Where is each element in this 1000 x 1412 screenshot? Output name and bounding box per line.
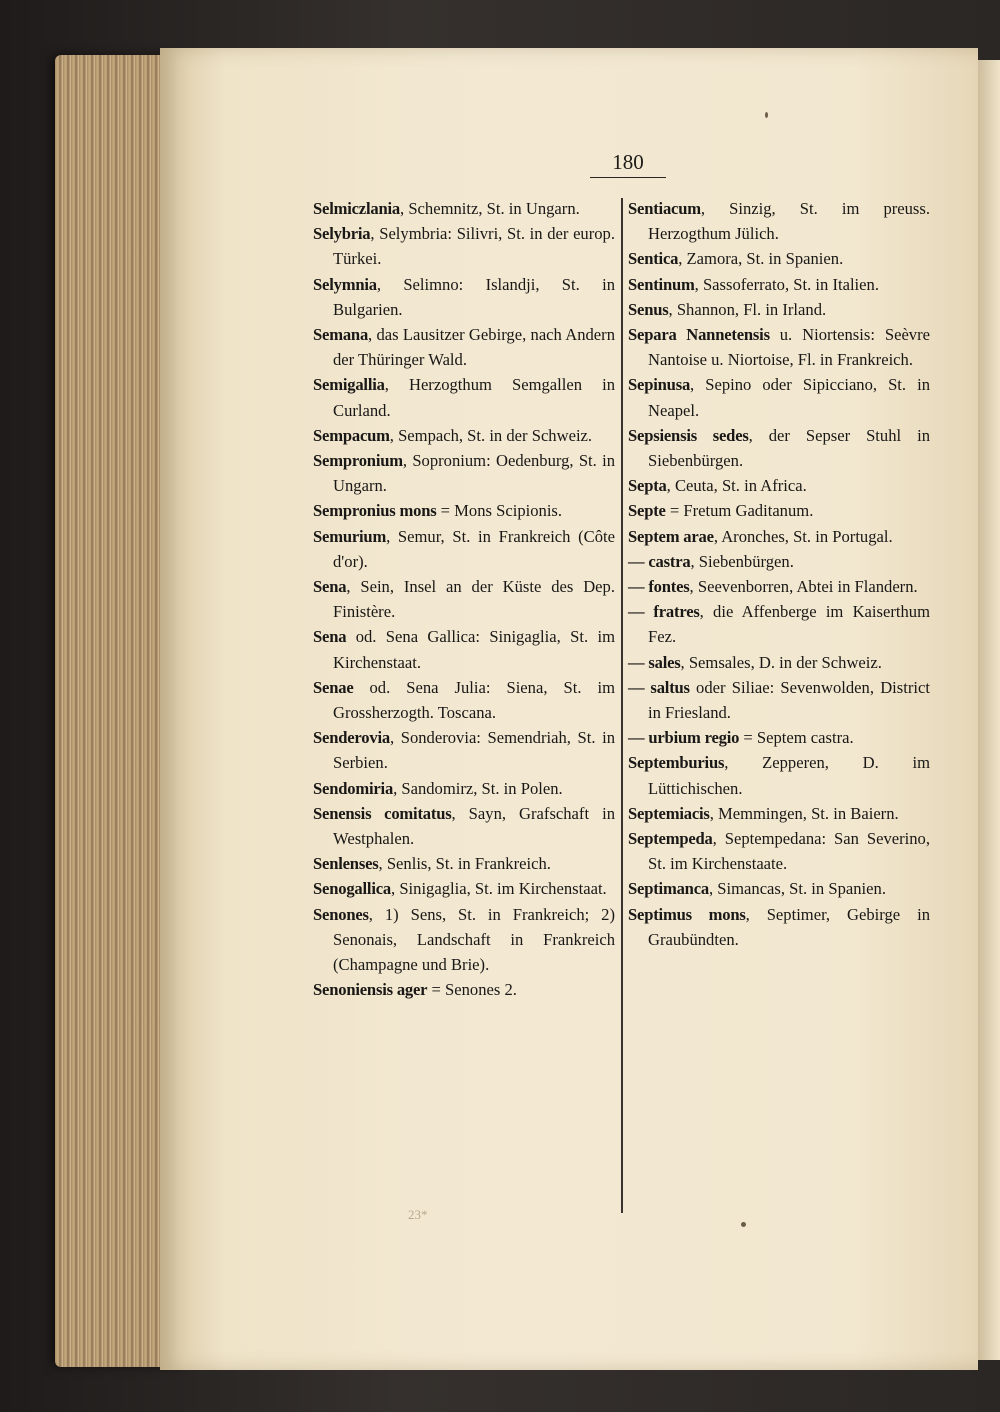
entry-text: = Mons Scipionis.: [436, 501, 563, 521]
dictionary-entry: [628, 423, 930, 473]
dictionary-entry: [313, 322, 615, 372]
dictionary-entry: [313, 196, 615, 221]
entry-headword: Septempeda: [628, 829, 713, 849]
entry-text: , Sempach, St. in der Schweiz.: [389, 425, 593, 445]
dictionary-entry: [313, 221, 615, 271]
entry-headword: Semana: [313, 325, 369, 345]
entry-headword: Sepinusa: [628, 375, 691, 395]
right-column: [628, 196, 930, 952]
printer-signature: 23*: [408, 1207, 428, 1222]
entry-text: , Siebenbürgen.: [690, 551, 794, 571]
entry-text: , das Lausitzer Gebirge, nach Andern der Thüringer Wald.: [333, 325, 615, 370]
entry-text: , 1) Sens, St. in Frankreich; 2) Senonais, Landschaft in Frankreich (Champagne und Brie).: [333, 904, 615, 975]
entry-text: = Fretum Gaditanum.: [665, 501, 814, 521]
dictionary-entry: [628, 272, 930, 297]
entry-headword: Separa Nannetensis: [628, 325, 770, 345]
entry-text: oder Siliae: Sevenwolden, District in Friesland.: [648, 677, 930, 723]
entry-text: , Simancas, St. in Spanien.: [708, 879, 886, 899]
entry-text: od. Sena Julia: Siena, St. im Grossherzogth. Toscana.: [333, 677, 615, 723]
entry-text: u. Niortensis: Seèvre Nantoise u. Niortoise, Fl. in Frankreich.: [648, 325, 930, 370]
entry-text: , Sinzig, St. im preuss. Herzogthum Jülich.: [648, 199, 930, 244]
entry-headword: Senderovia: [313, 728, 390, 748]
entry-text: , Selimno: Islandji, St. in Bulgarien.: [333, 274, 615, 319]
dictionary-entry: [313, 851, 615, 876]
dictionary-entry: [628, 750, 930, 800]
dictionary-entry: [313, 524, 615, 574]
entry-headword: Selmiczlania: [313, 199, 401, 218]
dictionary-entry: [313, 372, 615, 422]
entry-headword: — urbium regio: [628, 728, 740, 748]
page-number: 180: [590, 150, 666, 178]
dictionary-entry: [628, 246, 930, 271]
left-column: [313, 196, 615, 1003]
dictionary-entry: [628, 725, 930, 750]
entry-headword: — fontes: [628, 577, 690, 597]
entry-text: od. Sena Gallica: Sinigaglia, St. im Kirchenstaat.: [333, 627, 615, 672]
entry-headword: Senoniensis ager: [313, 980, 428, 1000]
entry-headword: Sendomiria: [313, 778, 394, 798]
entry-headword: Senones: [313, 904, 369, 924]
entry-headword: Sentica: [628, 249, 679, 269]
entry-headword: Senus: [628, 299, 669, 319]
dictionary-entry: [628, 574, 930, 599]
entry-text: , Semsales, D. in der Schweiz.: [680, 652, 882, 672]
entry-headword: Senae: [313, 677, 354, 697]
entry-headword: Septem arae: [628, 526, 714, 546]
entry-text: , Sandomirz, St. in Polen.: [393, 778, 563, 798]
dictionary-entry: [313, 272, 615, 322]
dictionary-entry: [313, 423, 615, 448]
entry-text: , Selymbria: Silivri, St. in der europ. Türkei.: [333, 224, 615, 269]
dictionary-entry: [628, 498, 930, 523]
entry-headword: Septe: [628, 501, 666, 521]
entry-text: , Memmingen, St. in Baiern.: [709, 803, 899, 823]
entry-headword: Sena: [313, 627, 347, 647]
entry-headword: Sentinum: [628, 274, 695, 294]
entry-headword: Senensis comitatus: [313, 803, 452, 823]
dictionary-entry: [628, 297, 930, 322]
entry-headword: Senlenses: [313, 854, 379, 874]
entry-text: , Aronches, St. in Portugal.: [713, 526, 893, 546]
entry-text: , Sayn, Grafschaft in Westphalen.: [333, 803, 615, 849]
entry-headword: Sempronium: [313, 451, 403, 471]
dictionary-entry: [628, 473, 930, 498]
dictionary-entry: [628, 372, 930, 422]
entry-text: , Sonderovia: Semendriah, St. in Serbien.: [333, 728, 615, 773]
column-divider: [621, 198, 623, 1213]
page-right-edge: [978, 60, 1000, 1360]
entry-headword: Septimanca: [628, 879, 709, 899]
dictionary-entry: [628, 549, 930, 574]
dictionary-entry: [628, 322, 930, 372]
entry-headword: — sales: [628, 652, 681, 672]
entry-headword: Septa: [628, 476, 667, 496]
entry-text: , Sein, Insel an der Küste des Dep. Finistère.: [333, 577, 615, 622]
entry-text: , der Sepser Stuhl in Siebenbürgen.: [648, 425, 930, 471]
entry-headword: Senogallica: [313, 879, 392, 899]
entry-text: = Septem castra.: [739, 728, 854, 748]
dictionary-entry: [313, 624, 615, 674]
dictionary-entry: [313, 801, 615, 851]
entry-text: , Septimer, Gebirge in Graubündten.: [648, 904, 930, 949]
entry-text: , Sepino oder Sipicciano, St. in Neapel.: [648, 375, 930, 420]
dictionary-entry: [628, 801, 930, 826]
entry-text: , Sinigaglia, St. im Kirchenstaat.: [391, 879, 607, 899]
entry-headword: Sepsiensis sedes: [628, 425, 749, 445]
entry-headword: Selymnia: [313, 274, 377, 294]
entry-headword: Sena: [313, 577, 347, 597]
dictionary-entry: [313, 876, 615, 901]
entry-text: , Zepperen, D. im Lüttichischen.: [648, 753, 930, 798]
entry-headword: — saltus: [628, 677, 690, 697]
dictionary-entry: [628, 524, 930, 549]
entry-text: = Senones 2.: [427, 980, 517, 1000]
dictionary-entry: [628, 599, 930, 649]
entry-text: , die Affenberge im Kaiserthum Fez.: [648, 602, 930, 647]
entry-text: , Sassoferrato, St. in Italien.: [694, 274, 879, 294]
entry-text: , Semur, St. in Frankreich (Côte d'or).: [333, 526, 615, 571]
entry-headword: Selybria: [313, 224, 371, 244]
dictionary-entry: [313, 448, 615, 498]
dictionary-entry: [313, 498, 615, 523]
dictionary-entry: [313, 902, 615, 978]
entry-text: , Ceuta, St. in Africa.: [666, 476, 807, 496]
dictionary-entry: [628, 196, 930, 246]
dictionary-entry: [313, 776, 615, 801]
ink-speck: [741, 1222, 746, 1227]
entry-text: , Zamora, St. in Spanien.: [678, 249, 844, 269]
dictionary-entry: [628, 650, 930, 675]
entry-text: , Senlis, St. in Frankreich.: [378, 854, 551, 874]
dictionary-entry: [313, 574, 615, 624]
entry-text: , Septempedana: San Severino, St. im Kirchenstaate.: [648, 829, 930, 874]
dictionary-entry: [313, 725, 615, 775]
entry-headword: Semigallia: [313, 375, 385, 395]
entry-headword: Sempacum: [313, 425, 390, 445]
entry-headword: — fratres: [628, 602, 700, 622]
entry-headword: Septimus mons: [628, 904, 746, 924]
entry-text: , Herzogthum Semgallen in Curland.: [333, 375, 615, 420]
entry-text: , Seevenborren, Abtei in Flandern.: [689, 577, 918, 597]
entry-headword: Sentiacum: [628, 199, 701, 218]
entry-text: , Shannon, Fl. in Irland.: [668, 299, 827, 319]
dictionary-entry: [628, 675, 930, 725]
dictionary-entry: [628, 876, 930, 901]
dictionary-entry: [313, 977, 615, 1002]
dictionary-entry: [628, 902, 930, 952]
entry-text: , Sopronium: Oedenburg, St. in Ungarn.: [333, 451, 615, 496]
dictionary-entry: [313, 675, 615, 725]
entry-text: , Schemnitz, St. in Ungarn.: [400, 199, 580, 218]
ink-speck: [765, 112, 768, 118]
entry-headword: Sempronius mons: [313, 501, 437, 521]
entry-headword: Semurium: [313, 526, 387, 546]
entry-headword: Septemiacis: [628, 803, 710, 823]
dictionary-entry: [628, 826, 930, 876]
entry-headword: — castra: [628, 551, 691, 571]
entry-headword: Septemburius: [628, 753, 725, 773]
